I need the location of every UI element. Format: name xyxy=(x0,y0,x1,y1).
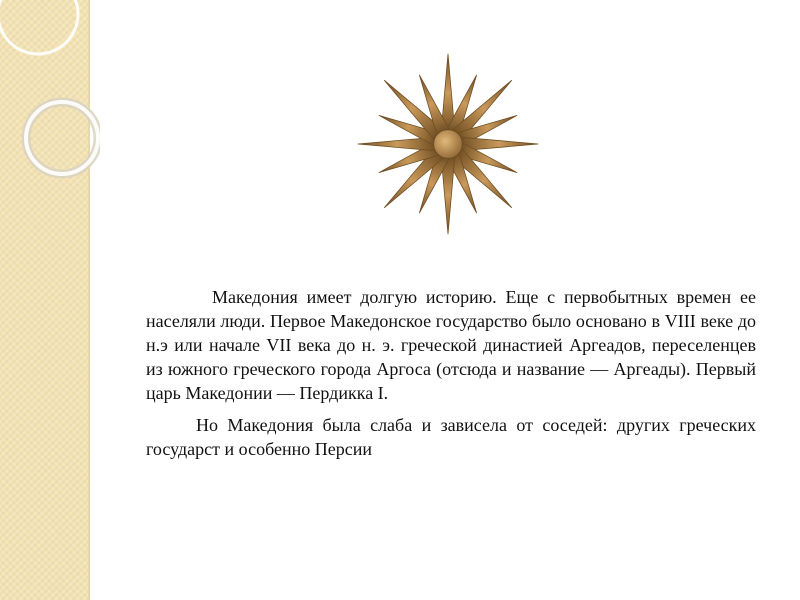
vergina-sun-icon xyxy=(352,48,544,240)
paragraph-history: Македония имеет долгую историю. Еще с первобытных времен ее населяли люди. Первое Македонское государство было основано в VIII веке до н.э или начале VII века до н. э. греческой династией Аргеадов, переселенцев из южного греческого города Аргоса (отсюда и название — Аргеады). Первый царь Македонии — Пердикка I. xyxy=(146,287,756,403)
paragraph-weakness: Но Македония была слаба и зависела от соседей: других греческих государст и особенно Персии xyxy=(146,415,756,459)
slide-text xyxy=(146,285,756,469)
rings-decoration-icon xyxy=(0,0,100,200)
sun-center xyxy=(434,130,463,159)
